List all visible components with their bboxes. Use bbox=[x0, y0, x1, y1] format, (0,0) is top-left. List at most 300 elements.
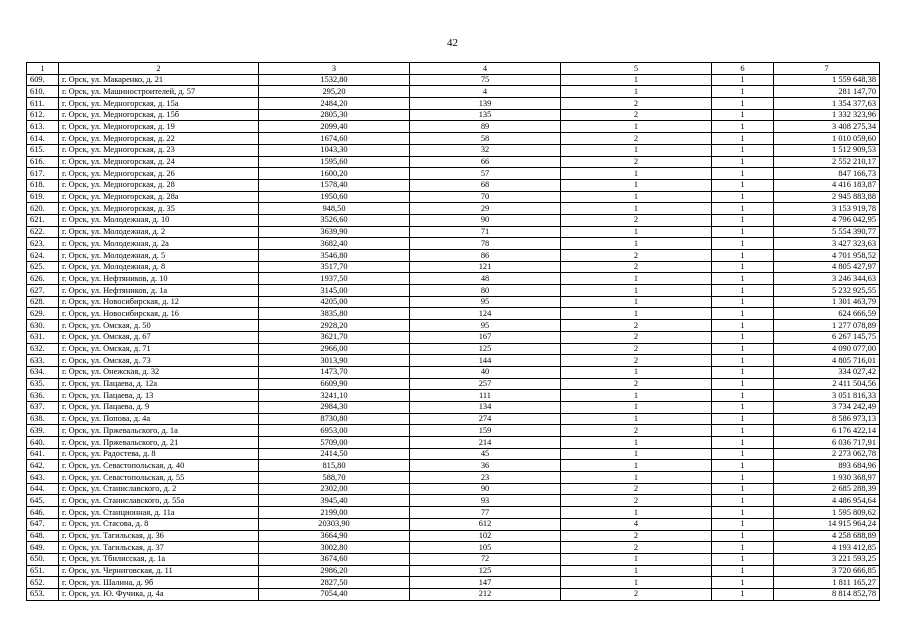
row-number: 628. bbox=[27, 296, 59, 308]
floors-cell: 1 bbox=[561, 238, 712, 250]
entrances-cell: 1 bbox=[712, 530, 774, 542]
area-cell: 20303,90 bbox=[259, 518, 410, 530]
cost-cell: 4 416 183,87 bbox=[774, 179, 880, 191]
area-cell: 1043,30 bbox=[259, 144, 410, 156]
residents-cell: 57 bbox=[410, 168, 561, 180]
row-number: 625. bbox=[27, 261, 59, 273]
table-row bbox=[27, 261, 880, 273]
row-number: 620. bbox=[27, 203, 59, 215]
area-cell: 2984,30 bbox=[259, 401, 410, 413]
table-row bbox=[27, 308, 880, 320]
row-number: 652. bbox=[27, 577, 59, 589]
cost-cell: 3 221 593,25 bbox=[774, 553, 880, 565]
table-row bbox=[27, 460, 880, 472]
residents-cell: 212 bbox=[410, 588, 561, 600]
table-row bbox=[27, 425, 880, 437]
table-row bbox=[27, 565, 880, 577]
cost-cell: 1 512 909,53 bbox=[774, 144, 880, 156]
area-cell: 3517,70 bbox=[259, 261, 410, 273]
entrances-cell: 1 bbox=[712, 273, 774, 285]
entrances-cell: 1 bbox=[712, 320, 774, 332]
table-row bbox=[27, 390, 880, 402]
residents-cell: 68 bbox=[410, 179, 561, 191]
area-cell: 1950,60 bbox=[259, 191, 410, 203]
row-number: 634. bbox=[27, 366, 59, 378]
cost-cell: 5 554 390,77 bbox=[774, 226, 880, 238]
floors-cell: 2 bbox=[561, 483, 712, 495]
header-col-3: 3 bbox=[259, 63, 410, 75]
cost-cell: 5 232 925,55 bbox=[774, 285, 880, 297]
address-cell: г. Орск, ул. Пацаева, д. 13 bbox=[59, 390, 259, 402]
area-cell: 7054,40 bbox=[259, 588, 410, 600]
address-cell: г. Орск, ул. Черниговская, д. 11 bbox=[59, 565, 259, 577]
floors-cell: 1 bbox=[561, 144, 712, 156]
area-cell: 3639,90 bbox=[259, 226, 410, 238]
row-number: 624. bbox=[27, 250, 59, 262]
entrances-cell: 1 bbox=[712, 331, 774, 343]
address-cell: г. Орск, ул. Пацаева, д. 12а bbox=[59, 378, 259, 390]
floors-cell: 1 bbox=[561, 121, 712, 133]
entrances-cell: 1 bbox=[712, 401, 774, 413]
floors-cell: 2 bbox=[561, 261, 712, 273]
floors-cell: 2 bbox=[561, 588, 712, 600]
area-cell: 1937,50 bbox=[259, 273, 410, 285]
residents-cell: 32 bbox=[410, 144, 561, 156]
table-row bbox=[27, 273, 880, 285]
address-cell: г. Орск, ул. Пржевальского, д. 21 bbox=[59, 437, 259, 449]
entrances-cell: 1 bbox=[712, 98, 774, 110]
table-row bbox=[27, 285, 880, 297]
residents-cell: 71 bbox=[410, 226, 561, 238]
area-cell: 1473,70 bbox=[259, 366, 410, 378]
table-row bbox=[27, 331, 880, 343]
residents-cell: 274 bbox=[410, 413, 561, 425]
residents-cell: 167 bbox=[410, 331, 561, 343]
address-cell: г. Орск, ул. Медногорская, д. 28а bbox=[59, 191, 259, 203]
entrances-cell: 1 bbox=[712, 472, 774, 484]
floors-cell: 1 bbox=[561, 390, 712, 402]
floors-cell: 2 bbox=[561, 98, 712, 110]
row-number: 615. bbox=[27, 144, 59, 156]
address-cell: г. Орск, ул. Молодежная, д. 5 bbox=[59, 250, 259, 262]
row-number: 640. bbox=[27, 437, 59, 449]
entrances-cell: 1 bbox=[712, 495, 774, 507]
cost-cell: 3 153 919,78 bbox=[774, 203, 880, 215]
address-cell: г. Орск, ул. Новосибирская, д. 12 bbox=[59, 296, 259, 308]
table-body bbox=[27, 74, 880, 600]
cost-cell: 1 010 059,60 bbox=[774, 133, 880, 145]
address-cell: г. Орск, ул. Севастопольская, д. 40 bbox=[59, 460, 259, 472]
address-cell: г. Орск, ул. Тбилисская, д. 1а bbox=[59, 553, 259, 565]
table-row bbox=[27, 577, 880, 589]
table-row bbox=[27, 156, 880, 168]
area-cell: 3241,10 bbox=[259, 390, 410, 402]
row-number: 623. bbox=[27, 238, 59, 250]
residents-cell: 77 bbox=[410, 507, 561, 519]
row-number: 632. bbox=[27, 343, 59, 355]
floors-cell: 1 bbox=[561, 273, 712, 285]
floors-cell: 2 bbox=[561, 425, 712, 437]
address-cell: г. Орск, ул. Машиностроителей, д. 57 bbox=[59, 86, 259, 98]
address-cell: г. Орск, ул. Молодежная, д. 2а bbox=[59, 238, 259, 250]
cost-cell: 1 332 323,96 bbox=[774, 109, 880, 121]
entrances-cell: 1 bbox=[712, 285, 774, 297]
residents-cell: 36 bbox=[410, 460, 561, 472]
entrances-cell: 1 bbox=[712, 203, 774, 215]
residents-cell: 75 bbox=[410, 74, 561, 86]
area-cell: 3546,80 bbox=[259, 250, 410, 262]
address-cell: г. Орск, ул. Молодежная, д. 8 bbox=[59, 261, 259, 273]
floors-cell: 1 bbox=[561, 413, 712, 425]
table-row bbox=[27, 109, 880, 121]
row-number: 636. bbox=[27, 390, 59, 402]
row-number: 630. bbox=[27, 320, 59, 332]
table-row bbox=[27, 378, 880, 390]
entrances-cell: 1 bbox=[712, 214, 774, 226]
table-row bbox=[27, 238, 880, 250]
row-number: 647. bbox=[27, 518, 59, 530]
table-row bbox=[27, 296, 880, 308]
floors-cell: 1 bbox=[561, 401, 712, 413]
table-row bbox=[27, 191, 880, 203]
cost-cell: 1 277 078,89 bbox=[774, 320, 880, 332]
floors-cell: 1 bbox=[561, 203, 712, 215]
area-cell: 3145,00 bbox=[259, 285, 410, 297]
floors-cell: 1 bbox=[561, 308, 712, 320]
table-row bbox=[27, 320, 880, 332]
floors-cell: 1 bbox=[561, 226, 712, 238]
address-cell: г. Орск, ул. Онежская, д. 32 bbox=[59, 366, 259, 378]
residents-cell: 144 bbox=[410, 355, 561, 367]
table-row bbox=[27, 472, 880, 484]
cost-cell: 281 147,70 bbox=[774, 86, 880, 98]
residents-cell: 72 bbox=[410, 553, 561, 565]
address-cell: г. Орск, ул. Попова, д. 4а bbox=[59, 413, 259, 425]
table-row bbox=[27, 86, 880, 98]
row-number: 621. bbox=[27, 214, 59, 226]
residents-cell: 121 bbox=[410, 261, 561, 273]
area-cell: 2302,00 bbox=[259, 483, 410, 495]
entrances-cell: 1 bbox=[712, 296, 774, 308]
cost-cell: 1 354 377,63 bbox=[774, 98, 880, 110]
area-cell: 588,70 bbox=[259, 472, 410, 484]
table-row bbox=[27, 553, 880, 565]
residents-cell: 70 bbox=[410, 191, 561, 203]
entrances-cell: 1 bbox=[712, 308, 774, 320]
row-number: 614. bbox=[27, 133, 59, 145]
cost-cell: 4 796 042,95 bbox=[774, 214, 880, 226]
area-cell: 6953,00 bbox=[259, 425, 410, 437]
entrances-cell: 1 bbox=[712, 483, 774, 495]
entrances-cell: 1 bbox=[712, 179, 774, 191]
row-number: 613. bbox=[27, 121, 59, 133]
area-cell: 2928,20 bbox=[259, 320, 410, 332]
cost-cell: 4 193 412,85 bbox=[774, 542, 880, 554]
entrances-cell: 1 bbox=[712, 518, 774, 530]
residents-cell: 93 bbox=[410, 495, 561, 507]
residents-cell: 612 bbox=[410, 518, 561, 530]
floors-cell: 1 bbox=[561, 179, 712, 191]
header-row bbox=[27, 63, 880, 75]
row-number: 638. bbox=[27, 413, 59, 425]
residents-cell: 90 bbox=[410, 214, 561, 226]
entrances-cell: 1 bbox=[712, 121, 774, 133]
entrances-cell: 1 bbox=[712, 460, 774, 472]
row-number: 639. bbox=[27, 425, 59, 437]
address-cell: г. Орск, ул. Стасова, д. 8 bbox=[59, 518, 259, 530]
table-row bbox=[27, 98, 880, 110]
table-row bbox=[27, 250, 880, 262]
residents-cell: 125 bbox=[410, 343, 561, 355]
area-cell: 815,80 bbox=[259, 460, 410, 472]
floors-cell: 1 bbox=[561, 285, 712, 297]
residents-cell: 124 bbox=[410, 308, 561, 320]
entrances-cell: 1 bbox=[712, 565, 774, 577]
area-cell: 1595,60 bbox=[259, 156, 410, 168]
address-cell: г. Орск, ул. Медногорская, д. 15а bbox=[59, 98, 259, 110]
floors-cell: 1 bbox=[561, 191, 712, 203]
residents-cell: 45 bbox=[410, 448, 561, 460]
row-number: 622. bbox=[27, 226, 59, 238]
residents-cell: 105 bbox=[410, 542, 561, 554]
entrances-cell: 1 bbox=[712, 437, 774, 449]
floors-cell: 1 bbox=[561, 366, 712, 378]
row-number: 611. bbox=[27, 98, 59, 110]
area-cell: 2827,50 bbox=[259, 577, 410, 589]
entrances-cell: 1 bbox=[712, 109, 774, 121]
entrances-cell: 1 bbox=[712, 168, 774, 180]
address-cell: г. Орск, ул. Макаренко, д. 21 bbox=[59, 74, 259, 86]
floors-cell: 2 bbox=[561, 214, 712, 226]
area-cell: 2414,50 bbox=[259, 448, 410, 460]
residents-cell: 95 bbox=[410, 320, 561, 332]
address-cell: г. Орск, ул. Ю. Фучика, д. 4а bbox=[59, 588, 259, 600]
cost-cell: 8 586 973,13 bbox=[774, 413, 880, 425]
entrances-cell: 1 bbox=[712, 74, 774, 86]
floors-cell: 2 bbox=[561, 530, 712, 542]
floors-cell: 1 bbox=[561, 553, 712, 565]
area-cell: 1532,80 bbox=[259, 74, 410, 86]
residents-cell: 23 bbox=[410, 472, 561, 484]
entrances-cell: 1 bbox=[712, 425, 774, 437]
floors-cell: 2 bbox=[561, 156, 712, 168]
residents-cell: 159 bbox=[410, 425, 561, 437]
header-col-4: 4 bbox=[410, 63, 561, 75]
address-cell: г. Орск, ул. Омская, д. 50 bbox=[59, 320, 259, 332]
address-cell: г. Орск, ул. Шалина, д. 9б bbox=[59, 577, 259, 589]
cost-cell: 1 930 368,97 bbox=[774, 472, 880, 484]
row-number: 629. bbox=[27, 308, 59, 320]
area-cell: 1674,60 bbox=[259, 133, 410, 145]
cost-cell: 3 427 323,63 bbox=[774, 238, 880, 250]
cost-cell: 14 915 964,24 bbox=[774, 518, 880, 530]
table-row bbox=[27, 401, 880, 413]
address-cell: г. Орск, ул. Нефтяников, д. 1а bbox=[59, 285, 259, 297]
residents-cell: 86 bbox=[410, 250, 561, 262]
residents-cell: 90 bbox=[410, 483, 561, 495]
residents-cell: 29 bbox=[410, 203, 561, 215]
entrances-cell: 1 bbox=[712, 390, 774, 402]
floors-cell: 2 bbox=[561, 133, 712, 145]
table-row bbox=[27, 203, 880, 215]
residents-cell: 40 bbox=[410, 366, 561, 378]
row-number: 626. bbox=[27, 273, 59, 285]
table-row bbox=[27, 214, 880, 226]
row-number: 619. bbox=[27, 191, 59, 203]
cost-cell: 2 685 288,39 bbox=[774, 483, 880, 495]
cost-cell: 3 720 666,85 bbox=[774, 565, 880, 577]
entrances-cell: 1 bbox=[712, 144, 774, 156]
address-cell: г. Орск, ул. Медногорская, д. 19 bbox=[59, 121, 259, 133]
address-cell: г. Орск, ул. Тагильская, д. 37 bbox=[59, 542, 259, 554]
address-cell: г. Орск, ул. Медногорская, д. 26 bbox=[59, 168, 259, 180]
address-cell: г. Орск, ул. Севастопольская, д. 55 bbox=[59, 472, 259, 484]
area-cell: 2805,30 bbox=[259, 109, 410, 121]
cost-cell: 624 666,59 bbox=[774, 308, 880, 320]
area-cell: 8730,80 bbox=[259, 413, 410, 425]
cost-cell: 3 734 242,49 bbox=[774, 401, 880, 413]
table-row bbox=[27, 343, 880, 355]
residents-cell: 95 bbox=[410, 296, 561, 308]
entrances-cell: 1 bbox=[712, 133, 774, 145]
row-number: 617. bbox=[27, 168, 59, 180]
table-row bbox=[27, 495, 880, 507]
table-row bbox=[27, 413, 880, 425]
floors-cell: 1 bbox=[561, 565, 712, 577]
cost-cell: 8 814 852,78 bbox=[774, 588, 880, 600]
area-cell: 3002,80 bbox=[259, 542, 410, 554]
row-number: 616. bbox=[27, 156, 59, 168]
floors-cell: 1 bbox=[561, 296, 712, 308]
cost-cell: 3 408 275,34 bbox=[774, 121, 880, 133]
floors-cell: 2 bbox=[561, 542, 712, 554]
floors-cell: 1 bbox=[561, 437, 712, 449]
entrances-cell: 1 bbox=[712, 261, 774, 273]
entrances-cell: 1 bbox=[712, 507, 774, 519]
address-cell: г. Орск, ул. Станиславского, д. 2 bbox=[59, 483, 259, 495]
area-cell: 3682,40 bbox=[259, 238, 410, 250]
table-row bbox=[27, 448, 880, 460]
area-cell: 3835,80 bbox=[259, 308, 410, 320]
residents-cell: 89 bbox=[410, 121, 561, 133]
table-row bbox=[27, 530, 880, 542]
row-number: 644. bbox=[27, 483, 59, 495]
entrances-cell: 1 bbox=[712, 355, 774, 367]
row-number: 609. bbox=[27, 74, 59, 86]
row-number: 633. bbox=[27, 355, 59, 367]
floors-cell: 1 bbox=[561, 577, 712, 589]
area-cell: 3013,90 bbox=[259, 355, 410, 367]
address-cell: г. Орск, ул. Медногорская, д. 23 bbox=[59, 144, 259, 156]
address-cell: г. Орск, ул. Медногорская, д. 22 bbox=[59, 133, 259, 145]
table-row bbox=[27, 74, 880, 86]
row-number: 651. bbox=[27, 565, 59, 577]
address-cell: г. Орск, ул. Станиславского, д. 55а bbox=[59, 495, 259, 507]
entrances-cell: 1 bbox=[712, 588, 774, 600]
cost-cell: 2 411 504,56 bbox=[774, 378, 880, 390]
residents-cell: 147 bbox=[410, 577, 561, 589]
area-cell: 3674,60 bbox=[259, 553, 410, 565]
address-cell: г. Орск, ул. Медногорская, д. 15б bbox=[59, 109, 259, 121]
floors-cell: 2 bbox=[561, 378, 712, 390]
entrances-cell: 1 bbox=[712, 238, 774, 250]
table-header bbox=[27, 63, 880, 75]
residents-cell: 125 bbox=[410, 565, 561, 577]
cost-cell: 3 246 344,63 bbox=[774, 273, 880, 285]
floors-cell: 2 bbox=[561, 331, 712, 343]
residents-cell: 80 bbox=[410, 285, 561, 297]
row-number: 643. bbox=[27, 472, 59, 484]
cost-cell: 847 166,73 bbox=[774, 168, 880, 180]
residents-cell: 78 bbox=[410, 238, 561, 250]
entrances-cell: 1 bbox=[712, 226, 774, 238]
area-cell: 2966,00 bbox=[259, 343, 410, 355]
residents-cell: 4 bbox=[410, 86, 561, 98]
cost-cell: 2 945 883,88 bbox=[774, 191, 880, 203]
floors-cell: 2 bbox=[561, 355, 712, 367]
address-cell: г. Орск, ул. Тагильская, д. 36 bbox=[59, 530, 259, 542]
row-number: 653. bbox=[27, 588, 59, 600]
area-cell: 1600,20 bbox=[259, 168, 410, 180]
address-cell: г. Орск, ул. Нефтяников, д. 10 bbox=[59, 273, 259, 285]
area-cell: 295,20 bbox=[259, 86, 410, 98]
area-cell: 3526,60 bbox=[259, 214, 410, 226]
entrances-cell: 1 bbox=[712, 343, 774, 355]
table-row bbox=[27, 226, 880, 238]
area-cell: 2986,20 bbox=[259, 565, 410, 577]
cost-cell: 4 701 958,52 bbox=[774, 250, 880, 262]
residents-cell: 257 bbox=[410, 378, 561, 390]
cost-cell: 4 486 954,64 bbox=[774, 495, 880, 507]
row-number: 627. bbox=[27, 285, 59, 297]
cost-cell: 4 258 688,89 bbox=[774, 530, 880, 542]
header-col-7: 7 bbox=[774, 63, 880, 75]
entrances-cell: 1 bbox=[712, 542, 774, 554]
residents-cell: 66 bbox=[410, 156, 561, 168]
area-cell: 3664,90 bbox=[259, 530, 410, 542]
floors-cell: 1 bbox=[561, 460, 712, 472]
entrances-cell: 1 bbox=[712, 191, 774, 203]
address-cell: г. Орск, ул. Радостева, д. 8 bbox=[59, 448, 259, 460]
floors-cell: 1 bbox=[561, 472, 712, 484]
address-cell: г. Орск, ул. Станционная, д. 11а bbox=[59, 507, 259, 519]
floors-cell: 2 bbox=[561, 320, 712, 332]
cost-cell: 893 684,96 bbox=[774, 460, 880, 472]
cost-cell: 1 595 809,62 bbox=[774, 507, 880, 519]
area-cell: 948,50 bbox=[259, 203, 410, 215]
table-row bbox=[27, 588, 880, 600]
floors-cell: 2 bbox=[561, 495, 712, 507]
entrances-cell: 1 bbox=[712, 413, 774, 425]
row-number: 649. bbox=[27, 542, 59, 554]
table-row bbox=[27, 366, 880, 378]
table-row bbox=[27, 437, 880, 449]
cost-cell: 6 176 422,14 bbox=[774, 425, 880, 437]
address-cell: г. Орск, ул. Омская, д. 73 bbox=[59, 355, 259, 367]
housing-registry-table bbox=[26, 62, 880, 601]
entrances-cell: 1 bbox=[712, 553, 774, 565]
entrances-cell: 1 bbox=[712, 86, 774, 98]
table-row bbox=[27, 507, 880, 519]
area-cell: 6609,90 bbox=[259, 378, 410, 390]
row-number: 646. bbox=[27, 507, 59, 519]
address-cell: г. Орск, ул. Молодежная, д. 2 bbox=[59, 226, 259, 238]
header-col-1: 1 bbox=[27, 63, 59, 75]
row-number: 648. bbox=[27, 530, 59, 542]
residents-cell: 139 bbox=[410, 98, 561, 110]
residents-cell: 48 bbox=[410, 273, 561, 285]
area-cell: 2199,00 bbox=[259, 507, 410, 519]
